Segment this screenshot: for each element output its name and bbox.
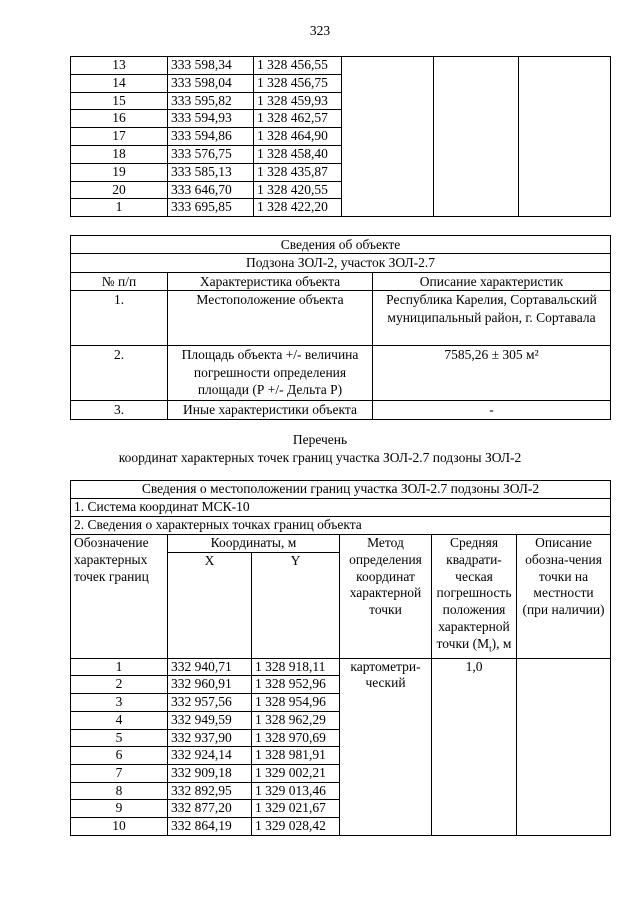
- boundary-coordinates-table: [70, 480, 611, 836]
- row-characteristic: Площадь объекта +/- величина погрешности определения площади (Р +/- Дельта Р): [168, 346, 373, 401]
- row-num: 1.: [71, 291, 168, 346]
- point-number: 14: [71, 74, 168, 92]
- method-cell: [342, 57, 434, 217]
- coordinate-y: 1 328 464,90: [254, 128, 342, 146]
- point-number: 5: [71, 729, 168, 747]
- point-number: 1: [71, 658, 168, 676]
- coordinate-row: [71, 57, 611, 75]
- header-x: X: [168, 552, 252, 658]
- subscript-t: t: [489, 643, 492, 654]
- coordinate-x: 333 598,34: [168, 57, 254, 75]
- row-characteristic: Иные характеристики объекта: [168, 401, 373, 419]
- coordinate-y: 1 328 918,11: [252, 658, 340, 676]
- coordinate-x: 333 595,82: [168, 92, 254, 110]
- header-num: № п/п: [71, 272, 168, 290]
- row-characteristic: Местоположение объекта: [168, 291, 373, 346]
- coordinate-x: 332 960,91: [168, 676, 252, 694]
- point-number: 4: [71, 711, 168, 729]
- coordinate-y: 1 328 462,57: [254, 110, 342, 128]
- coordinate-x: 332 877,20: [168, 800, 252, 818]
- coordinate-x: 332 940,71: [168, 658, 252, 676]
- object-info-subtitle: Подзона ЗОЛ-2, участок ЗОЛ-2.7: [71, 254, 611, 272]
- coordinate-y: 1 328 981,91: [252, 747, 340, 765]
- coordinate-x: 332 864,19: [168, 818, 252, 836]
- point-number: 1: [71, 199, 168, 217]
- coordinate-x: 333 576,75: [168, 145, 254, 163]
- coordinate-x: 332 957,56: [168, 694, 252, 712]
- coordinate-y: 1 328 456,55: [254, 57, 342, 75]
- coordinate-system: 1. Система координат МСК-10: [71, 498, 611, 516]
- point-number: 6: [71, 747, 168, 765]
- object-info-table: [70, 235, 611, 420]
- error-cell: [434, 57, 519, 217]
- point-number: 16: [71, 110, 168, 128]
- row-description: Республика Карелия, Сортавальский муниципальный район, г. Сортавала: [373, 291, 611, 346]
- boundary-table-title: Сведения о местоположении границ участка ЗОЛ-2.7 подзоны ЗОЛ-2: [71, 481, 611, 499]
- coordinate-y: 1 329 021,67: [252, 800, 340, 818]
- points-section-title: 2. Сведения о характерных точках границ объекта: [71, 516, 611, 534]
- point-number: 8: [71, 782, 168, 800]
- method-value: картометри-ческий: [340, 658, 432, 835]
- row-num: 3.: [71, 401, 168, 419]
- point-number: 17: [71, 128, 168, 146]
- point-number: 7: [71, 764, 168, 782]
- point-number: 19: [71, 163, 168, 181]
- list-subheading: координат характерных точек границ участка ЗОЛ-2.7 подзоны ЗОЛ-2: [118, 450, 522, 465]
- coordinate-y: 1 329 028,42: [252, 818, 340, 836]
- coordinate-x: 332 892,95: [168, 782, 252, 800]
- point-number: 10: [71, 818, 168, 836]
- coordinate-x: 333 695,85: [168, 199, 254, 217]
- coordinate-x: 333 585,13: [168, 163, 254, 181]
- coordinate-y: 1 328 458,40: [254, 145, 342, 163]
- coordinate-x: 333 598,04: [168, 74, 254, 92]
- coordinate-x: 332 937,90: [168, 729, 252, 747]
- point-number: 2: [71, 676, 168, 694]
- point-number: 18: [71, 145, 168, 163]
- coordinate-y: 1 329 002,21: [252, 764, 340, 782]
- description-cell: [519, 57, 611, 217]
- point-number: 15: [71, 92, 168, 110]
- row-description: -: [373, 401, 611, 419]
- coordinate-x: 333 646,70: [168, 181, 254, 199]
- coordinates-table-continued: [70, 56, 611, 217]
- header-y: Y: [252, 552, 340, 658]
- coordinate-x: 333 594,86: [168, 128, 254, 146]
- coordinate-y: 1 329 013,46: [252, 782, 340, 800]
- point-number: 20: [71, 181, 168, 199]
- object-info-title: Сведения об объекте: [71, 236, 611, 254]
- page-number: 323: [309, 23, 331, 38]
- coordinate-y: 1 328 456,75: [254, 74, 342, 92]
- coordinate-x: 332 924,14: [168, 747, 252, 765]
- header-description: Описание характеристик: [373, 272, 611, 290]
- point-number: 13: [71, 57, 168, 75]
- header-point-description: Описание обозна-чения точки на местности (при наличии): [517, 534, 611, 658]
- row-description: 7585,26 ± 305 м²: [373, 346, 611, 401]
- coordinate-y: 1 328 962,29: [252, 711, 340, 729]
- coordinate-y: 1 328 420,55: [254, 181, 342, 199]
- point-number: 3: [71, 694, 168, 712]
- header-characteristic: Характеристика объекта: [168, 272, 373, 290]
- header-coordinates: Координаты, м: [168, 534, 340, 552]
- header-error: Средняя квадрати-ческая погрешность положения характерной точки $(M_t)$, м: [432, 534, 517, 658]
- coordinate-x: 333 594,93: [168, 110, 254, 128]
- error-value: 1,0: [432, 658, 517, 835]
- boundary-point-row: [71, 658, 611, 676]
- coordinate-y: 1 328 952,96: [252, 676, 340, 694]
- coordinate-y: 1 328 435,87: [254, 163, 342, 181]
- coordinate-y: 1 328 459,93: [254, 92, 342, 110]
- point-description: [517, 658, 611, 835]
- point-number: 9: [71, 800, 168, 818]
- header-designation: Обозначение характерных точек границ: [71, 534, 168, 658]
- header-method: Метод определения координат характерной точки: [340, 534, 432, 658]
- coordinate-x: 332 949,59: [168, 711, 252, 729]
- row-num: 2.: [71, 346, 168, 401]
- coordinate-y: 1 328 422,20: [254, 199, 342, 217]
- coordinate-y: 1 328 970,69: [252, 729, 340, 747]
- list-heading: Перечень: [292, 432, 348, 447]
- coordinate-y: 1 328 954,96: [252, 694, 340, 712]
- coordinate-x: 332 909,18: [168, 764, 252, 782]
